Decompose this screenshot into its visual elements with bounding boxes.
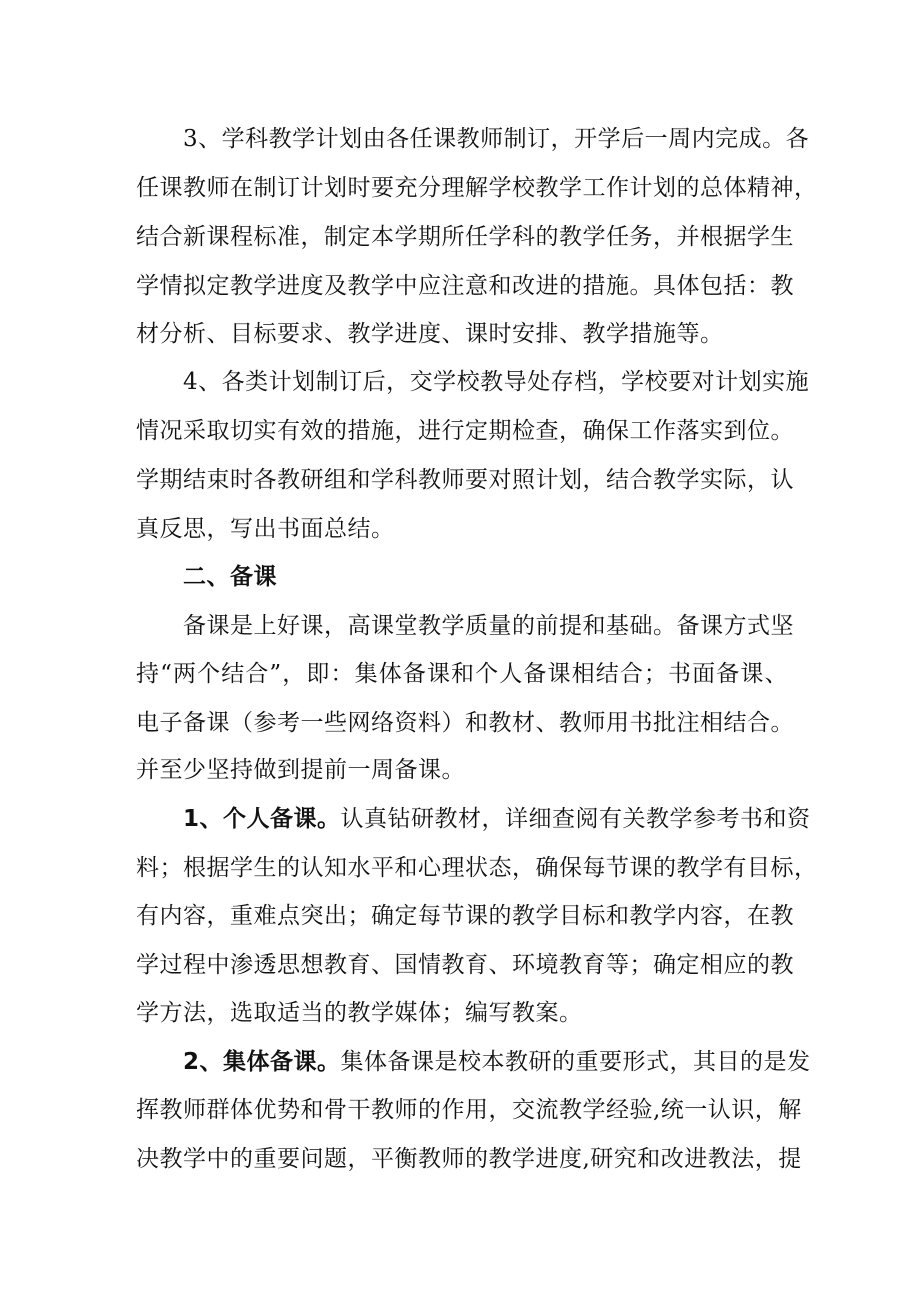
paragraph-3-line-1: 3、学科教学计划由各任课教师制订，开学后一周内完成。各 (183, 126, 810, 152)
personal-prep-line-2: 料；根据学生的认知水平和心理状态，确保每节课的教学有目标， (136, 855, 818, 881)
paragraph-4-line-3: 学期结束时各教研组和学科教师要对照计划，结合教学实际，认 (136, 467, 794, 493)
collective-prep-line-1 (183, 1044, 811, 1080)
collective-prep-first-rest: 集体备课是校本教研的重要形式，其目的是发 (340, 1049, 811, 1075)
personal-prep-first-rest: 认真钻研教材，详细查阅有关教学参考书和资 (340, 806, 811, 832)
intro-line-3: 电子备课（参考一些网络资料）和教材、教师用书批注相结合。 (136, 710, 794, 736)
collective-prep-line-3: 决教学中的重要问题，平衡教师的教学进度,研究和改进教法，提 (136, 1146, 802, 1172)
collective-prep-line-2: 挥教师群体优势和骨干教师的作用，交流教学经验,统一认识，解 (136, 1097, 802, 1123)
intro-line-4: 并至少坚持做到提前一周备课。 (136, 757, 465, 783)
intro-line-1: 备课是上好课，高课堂教学质量的前提和基础。备课方式坚 (183, 613, 794, 639)
personal-prep-line-5: 学方法，选取适当的教学媒体；编写教案。 (136, 1000, 583, 1026)
paragraph-3-line-3: 结合新课程标准，制定本学期所任学科的教学任务，并根据学生 (136, 224, 794, 250)
intro-line-2: 持“两个结合”，即：集体备课和个人备课相结合；书面备课、 (136, 661, 788, 687)
personal-prep-lead: 1、个人备课。 (183, 806, 341, 832)
personal-prep-line-4: 学过程中渗透思想教育、国情教育、环境教育等；确定相应的教 (136, 952, 794, 978)
collective-prep-lead: 2、集体备课。 (183, 1049, 341, 1075)
personal-prep-line-3: 有内容，重难点突出；确定每节课的教学目标和教学内容，在教 (136, 903, 794, 929)
paragraph-3-line-4: 学情拟定教学进度及教学中应注意和改进的措施。具体包括：教 (136, 273, 794, 299)
paragraph-4-line-2: 情况采取切实有效的措施，进行定期检查，确保工作落实到位。 (136, 418, 794, 444)
paragraph-3-line-5: 材分析、目标要求、教学进度、课时安排、教学措施等。 (136, 321, 724, 347)
paragraph-4-line-4: 真反思，写出书面总结。 (136, 516, 395, 542)
paragraph-4-line-1: 4、各类计划制订后，交学校教导处存档，学校要对计划实施 (183, 369, 810, 395)
paragraph-3-line-2: 任课教师在制订计划时要充分理解学校教学工作计划的总体精神， (136, 175, 818, 201)
personal-prep-line-1 (183, 801, 811, 837)
section-heading: 二、备课 (183, 564, 277, 590)
